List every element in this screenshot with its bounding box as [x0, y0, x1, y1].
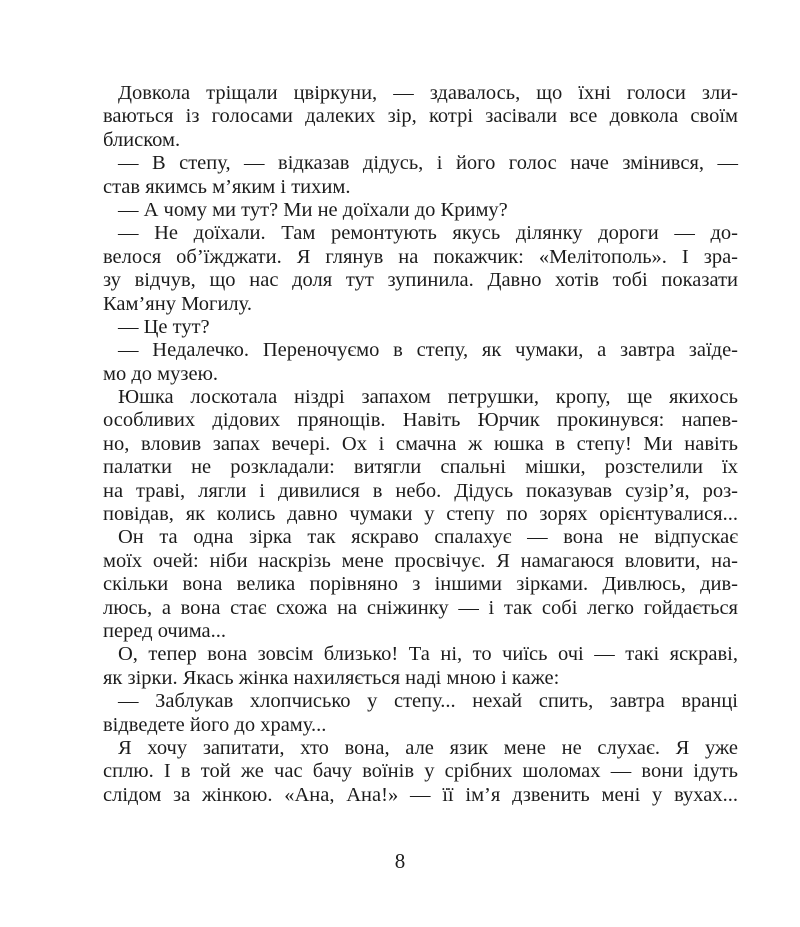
text-line: як зірки. Якась жінка нахиляється наді мною і каже:	[103, 666, 560, 689]
text-line: Я хочу запитати, хто вона, але язик мене не слухає. Я уже	[118, 736, 738, 759]
text-line: — А чому ми тут? Ми не доїхали до Криму?	[118, 198, 508, 221]
text-line: люсь, а вона стає схожа на сніжинку — і так собі легко гойдається	[103, 596, 738, 619]
text-line: став якимсь м’яким і тихим.	[103, 175, 351, 198]
text-line: блиском.	[103, 128, 181, 151]
text-line: зу відчув, що нас доля тут зупинила. Давно хотів тобі показати	[103, 269, 738, 292]
text-line: на траві, лягли і дивилися в небо. Дідусь показував сузір’я, роз-	[103, 479, 738, 502]
text-line: перед очима...	[103, 619, 227, 642]
text-line: мо до музею.	[103, 362, 219, 385]
text-line: — Заблукав хлопчисько у степу... нехай спить, завтра вранці	[118, 690, 738, 713]
text-line: — Не доїхали. Там ремонтують якусь ділянку дороги — до-	[118, 222, 738, 245]
text-line: моїх очей: ніби наскрізь мене просвічує. Я намагаюся вловити, на-	[103, 549, 738, 572]
text-line: Довкола тріщали цвіркуни, — здавалось, що їхні голоси зли-	[118, 82, 738, 104]
text-line: повідав, як колись давно чумаки у степу по зорях орієнтувалися...	[103, 503, 738, 526]
text-line: Кам’яну Могилу.	[103, 292, 252, 315]
text-line: слідом за жінкою. «Ана, Ана!» — її ім’я дзвенить мені у вухах...	[103, 783, 738, 806]
text-line: палатки не розкладали: витягли спальні мішки, розстелили їх	[103, 456, 738, 479]
text-line: но, вловив запах вечері. Ох і смачна ж юшка в степу! Ми навіть	[103, 432, 738, 455]
text-line: — В степу, — відказав дідусь, і його голос наче змінився, —	[118, 152, 738, 175]
text-line: скільки вона велика порівняно з іншими зірками. Дивлюсь, див-	[103, 573, 738, 596]
text-line: відведете його до храму...	[103, 713, 327, 736]
text-line: велося об’їжджати. Я глянув на покажчик: «Мелітополь». І зра-	[103, 245, 738, 268]
text-line: Юшка лоскотала ніздрі запахом петрушки, кропу, ще якихось	[118, 386, 738, 409]
text-line: — Це тут?	[118, 315, 210, 338]
text-line: О, тепер вона зовсім близько! Та ні, то чиїсь очі — такі яскраві,	[118, 643, 738, 666]
text-line: Он та одна зірка так яскраво спалахує — вона не відпускає	[118, 526, 738, 549]
text-line: — Недалечко. Переночуємо в степу, як чумаки, а завтра заїде-	[118, 339, 738, 362]
text-line: сплю. І в той же час бачу воїнів у срібних шоломах — вони ідуть	[103, 760, 738, 783]
story-text	[103, 82, 738, 807]
text-line: ваються із голосами далеких зір, котрі засівали все довкола своїм	[103, 105, 738, 128]
page-number: 8	[394, 849, 406, 873]
text-line: особливих дідових прянощів. Навіть Юрчик прокинувся: напев-	[103, 409, 738, 432]
